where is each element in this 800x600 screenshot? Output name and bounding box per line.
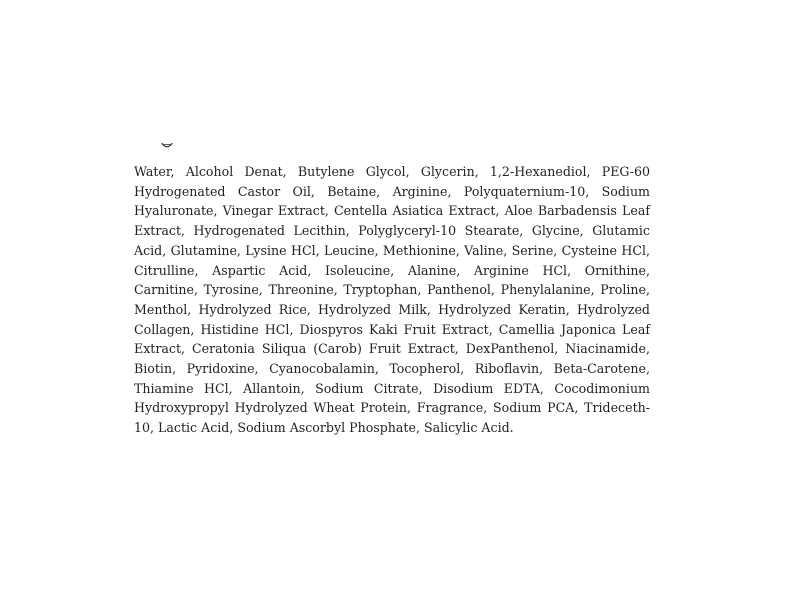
small-ornament-icon [160, 141, 174, 149]
ingredients-paragraph: Water, Alcohol Denat, Butylene Glycol, Glycerin, 1,2-Hexanediol, PEG-60 Hydrogenated Castor Oil, Betaine, Arginine, Polyquaternium-10, Sodium Hyaluronate, Vinegar Extract, Centella Asiatica Extract, Aloe Barbadensis Leaf Extract, Hydrogenated Lecithin, Polyglyceryl-10 Stearate, Glycine, Glutamic Acid, Glutamine, Lysine HCl, Leucine, Methionine, Valine, Serine, Cysteine HCl, Citrulline, Aspartic Acid, Isoleucine, Alanine, Arginine HCl, Ornithine, Carnitine, Tyrosine, Threonine, Tryptophan, Panthenol, Phenylalanine, Proline, Menthol, Hydrolyzed Rice, Hydrolyzed Milk, Hydrolyzed Keratin, Hydrolyzed Collagen, Histidine HCl, Diospyros Kaki Fruit Extract, Camellia Japonica Leaf Extract, Ceratonia Siliqua (Carob) Fruit Extract, DexPanthenol, Niacinamide, Biotin, Pyridoxine, Cyanocobalamin, Tocopherol, Riboflavin, Beta-Carotene, Thiamine HCl, Allantoin, Sodium Citrate, Disodium EDTA, Cocodimonium Hydroxypropyl Hydrolyzed Wheat Protein, Fragrance, Sodium PCA, Trideceth-10, Lactic Acid, Sodium Ascorbyl Phosphate, Salicylic Acid. [134, 164, 650, 436]
